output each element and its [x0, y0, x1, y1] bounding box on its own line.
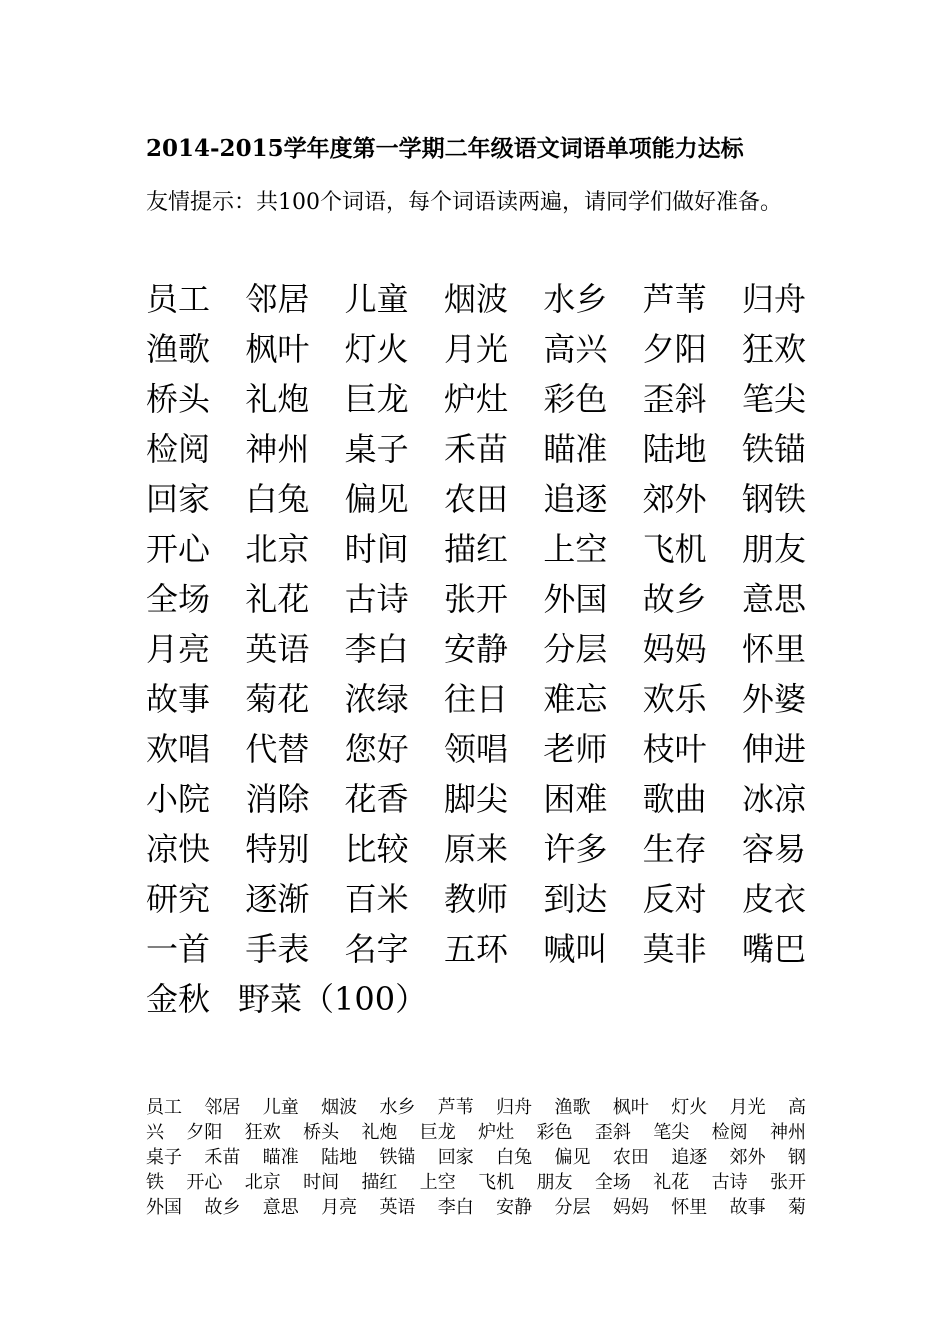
small-word-line	[146, 1145, 806, 1170]
word-item: 朋友	[741, 530, 806, 568]
word-item: 飞机	[642, 530, 707, 568]
word-item: 灯火	[344, 330, 409, 368]
small-word-item: 检阅	[711, 1122, 748, 1143]
word-item: 礼花	[245, 580, 310, 618]
word-item: 逐渐	[245, 880, 310, 918]
word-item: 神州	[245, 430, 310, 468]
word-item: 北京	[245, 530, 310, 568]
small-word-item: 全场	[594, 1172, 631, 1193]
word-item: 彩色	[543, 380, 608, 418]
word-item: 老师	[543, 730, 608, 768]
word-item: 困难	[543, 780, 608, 818]
word-item: 儿童	[344, 280, 409, 318]
small-word-item: 描红	[361, 1172, 398, 1193]
word-item: 钢铁	[741, 480, 806, 518]
word-item: 安静	[443, 630, 508, 668]
small-word-item: 神州	[769, 1122, 806, 1143]
small-word-item: 追逐	[671, 1147, 708, 1168]
word-item: 怀里	[741, 630, 806, 668]
small-word-item: 夕阳	[186, 1122, 223, 1143]
word-item: 桥头	[146, 380, 211, 418]
word-item: 烟波	[443, 280, 508, 318]
word-item: 欢乐	[642, 680, 707, 718]
word-item: 往日	[443, 680, 508, 718]
small-word-line	[146, 1095, 806, 1120]
word-item: 领唱	[443, 730, 508, 768]
small-word-item: 归舟	[496, 1097, 533, 1118]
word-item: 礼炮	[245, 380, 310, 418]
small-word-item: 灯火	[671, 1097, 708, 1118]
word-row	[146, 824, 806, 874]
word-item: 名字	[344, 930, 409, 968]
word-item: 外婆	[741, 680, 806, 718]
small-word-item: 陆地	[321, 1147, 358, 1168]
word-item: 偏见	[344, 480, 409, 518]
small-word-item: 郊外	[729, 1147, 766, 1168]
word-item: 百米	[344, 880, 409, 918]
small-word-item: 外国	[146, 1197, 182, 1218]
word-item: 炉灶	[443, 380, 508, 418]
word-item: 脚尖	[443, 780, 508, 818]
word-item: 郊外	[642, 480, 707, 518]
word-item: 回家	[146, 480, 211, 518]
word-item: 代替	[245, 730, 310, 768]
small-word-item: 水乡	[379, 1097, 416, 1118]
word-item: 渔歌	[146, 330, 211, 368]
word-item: 比较	[344, 830, 409, 868]
word-item: 您好	[344, 730, 409, 768]
small-word-item: 桌子	[146, 1147, 182, 1168]
word-row	[146, 374, 806, 424]
small-word-item: 农田	[612, 1147, 649, 1168]
word-row	[146, 474, 806, 524]
word-item: 桌子	[344, 430, 409, 468]
word-item: 消除	[245, 780, 310, 818]
small-word-item: 飞机	[478, 1172, 515, 1193]
small-word-item: 礼花	[653, 1172, 690, 1193]
word-item: 铁锚	[741, 430, 806, 468]
word-item: 陆地	[642, 430, 707, 468]
word-row	[146, 274, 806, 324]
word-item: 检阅	[146, 430, 211, 468]
small-word-item: 钢	[787, 1147, 806, 1168]
word-item: 追逐	[543, 480, 608, 518]
small-word-item: 妈妈	[612, 1197, 649, 1218]
small-word-item: 上空	[419, 1172, 456, 1193]
small-word-item: 月光	[729, 1097, 766, 1118]
word-item: 分层	[543, 630, 608, 668]
word-item: 冰凉	[741, 780, 806, 818]
word-item: 研究	[146, 880, 211, 918]
word-item: 小院	[146, 780, 211, 818]
small-word-item: 故乡	[204, 1197, 241, 1218]
small-word-item: 白兔	[496, 1147, 533, 1168]
small-word-item: 怀里	[671, 1197, 708, 1218]
small-word-item: 意思	[262, 1197, 299, 1218]
word-item: 描红	[443, 530, 508, 568]
word-item: 皮衣	[741, 880, 806, 918]
word-item: 容易	[741, 830, 806, 868]
word-item: 许多	[543, 830, 608, 868]
word-row	[146, 924, 806, 974]
small-word-item: 英语	[379, 1197, 416, 1218]
small-word-item: 儿童	[262, 1097, 299, 1118]
word-item: 欢唱	[146, 730, 211, 768]
word-item: 喊叫	[543, 930, 608, 968]
word-item: 巨龙	[344, 380, 409, 418]
small-word-item: 故事	[729, 1197, 766, 1218]
word-item: 浓绿	[344, 680, 409, 718]
small-word-item: 歪斜	[594, 1122, 631, 1143]
word-item: 嘴巴	[741, 930, 806, 968]
small-word-line	[146, 1170, 806, 1195]
small-word-item: 笔尖	[653, 1122, 690, 1143]
word-item: 时间	[344, 530, 409, 568]
small-word-item: 铁	[146, 1172, 164, 1193]
word-item: 上空	[543, 530, 608, 568]
word-row	[146, 524, 806, 574]
word-item: 特别	[245, 830, 310, 868]
word-item: 张开	[443, 580, 508, 618]
word-item: 金秋	[146, 980, 211, 1018]
word-item: 英语	[245, 630, 310, 668]
word-item: 歌曲	[642, 780, 707, 818]
small-word-line	[146, 1120, 806, 1145]
word-item: 白兔	[245, 480, 310, 518]
small-word-item: 古诗	[711, 1172, 748, 1193]
small-word-item: 安静	[496, 1197, 533, 1218]
word-item: 故乡	[642, 580, 707, 618]
small-word-item: 月亮	[321, 1197, 358, 1218]
word-item: 芦苇	[642, 280, 707, 318]
tip-text: 友情提示：共100个词语，每个词语读两遍，请同学们做好准备。	[146, 190, 782, 215]
word-item: 月光	[443, 330, 508, 368]
word-item: 开心	[146, 530, 211, 568]
word-item: 故事	[146, 680, 211, 718]
word-row	[146, 324, 806, 374]
small-word-item: 彩色	[536, 1122, 573, 1143]
word-item: 到达	[543, 880, 608, 918]
word-item: 手表	[245, 930, 310, 968]
word-item: 员工	[146, 280, 211, 318]
small-word-item: 偏见	[554, 1147, 591, 1168]
word-item: 水乡	[543, 280, 608, 318]
small-word-item: 渔歌	[554, 1097, 591, 1118]
small-word-item: 时间	[303, 1172, 340, 1193]
word-item: 反对	[642, 880, 707, 918]
word-item: 一首	[146, 930, 211, 968]
word-item: 伸进	[741, 730, 806, 768]
word-item: 意思	[741, 580, 806, 618]
small-word-item: 炉灶	[478, 1122, 515, 1143]
small-word-item: 分层	[554, 1197, 591, 1218]
word-row	[146, 874, 806, 924]
word-item: 生存	[642, 830, 707, 868]
small-word-item: 瞄准	[262, 1147, 299, 1168]
word-row	[146, 774, 806, 824]
small-word-item: 北京	[244, 1172, 281, 1193]
small-word-item: 狂欢	[244, 1122, 281, 1143]
small-word-item: 回家	[437, 1147, 474, 1168]
small-word-item: 枫叶	[612, 1097, 649, 1118]
word-item: 月亮	[146, 630, 211, 668]
word-item: 全场	[146, 580, 211, 618]
word-item: 夕阳	[642, 330, 707, 368]
small-word-item: 邻居	[204, 1097, 241, 1118]
word-item: 凉快	[146, 830, 211, 868]
word-item: 李白	[344, 630, 409, 668]
word-item: 妈妈	[642, 630, 707, 668]
word-item: 邻居	[245, 280, 310, 318]
word-item: 枫叶	[245, 330, 310, 368]
small-word-item: 兴	[146, 1122, 164, 1143]
word-row	[146, 974, 806, 1024]
word-item: 原来	[443, 830, 508, 868]
word-row	[146, 724, 806, 774]
word-item: 农田	[443, 480, 508, 518]
small-word-item: 芦苇	[437, 1097, 474, 1118]
small-word-item: 员工	[146, 1097, 182, 1118]
small-word-item: 巨龙	[419, 1122, 456, 1143]
small-word-item: 烟波	[321, 1097, 358, 1118]
word-item: 归舟	[741, 280, 806, 318]
word-item: 野菜（100）	[238, 980, 428, 1018]
word-item: 菊花	[245, 680, 310, 718]
word-item: 花香	[344, 780, 409, 818]
word-item: 五环	[443, 930, 508, 968]
word-item: 笔尖	[741, 380, 806, 418]
word-item: 莫非	[642, 930, 707, 968]
small-word-item: 菊	[787, 1197, 806, 1218]
small-word-item: 礼炮	[361, 1122, 398, 1143]
word-item: 瞄准	[543, 430, 608, 468]
small-word-item: 铁锚	[379, 1147, 416, 1168]
word-item: 歪斜	[642, 380, 707, 418]
word-item: 教师	[443, 880, 508, 918]
small-word-item: 张开	[769, 1172, 806, 1193]
small-word-line	[146, 1195, 806, 1220]
small-word-item: 高	[787, 1097, 806, 1118]
word-item: 外国	[543, 580, 608, 618]
small-word-item: 禾苗	[204, 1147, 241, 1168]
word-item: 禾苗	[443, 430, 508, 468]
word-row	[146, 624, 806, 674]
word-item: 高兴	[543, 330, 608, 368]
word-item: 难忘	[543, 680, 608, 718]
document-title: 2014-2015学年度第一学期二年级语文词语单项能力达标	[146, 135, 744, 162]
word-grid	[146, 274, 806, 1024]
word-row	[146, 574, 806, 624]
small-word-list	[146, 1095, 806, 1220]
small-word-item: 桥头	[303, 1122, 340, 1143]
word-item: 狂欢	[741, 330, 806, 368]
small-word-item: 开心	[186, 1172, 223, 1193]
small-word-item: 朋友	[536, 1172, 573, 1193]
word-row	[146, 424, 806, 474]
word-item: 古诗	[344, 580, 409, 618]
small-word-item: 李白	[437, 1197, 474, 1218]
word-item: 枝叶	[642, 730, 707, 768]
word-row	[146, 674, 806, 724]
